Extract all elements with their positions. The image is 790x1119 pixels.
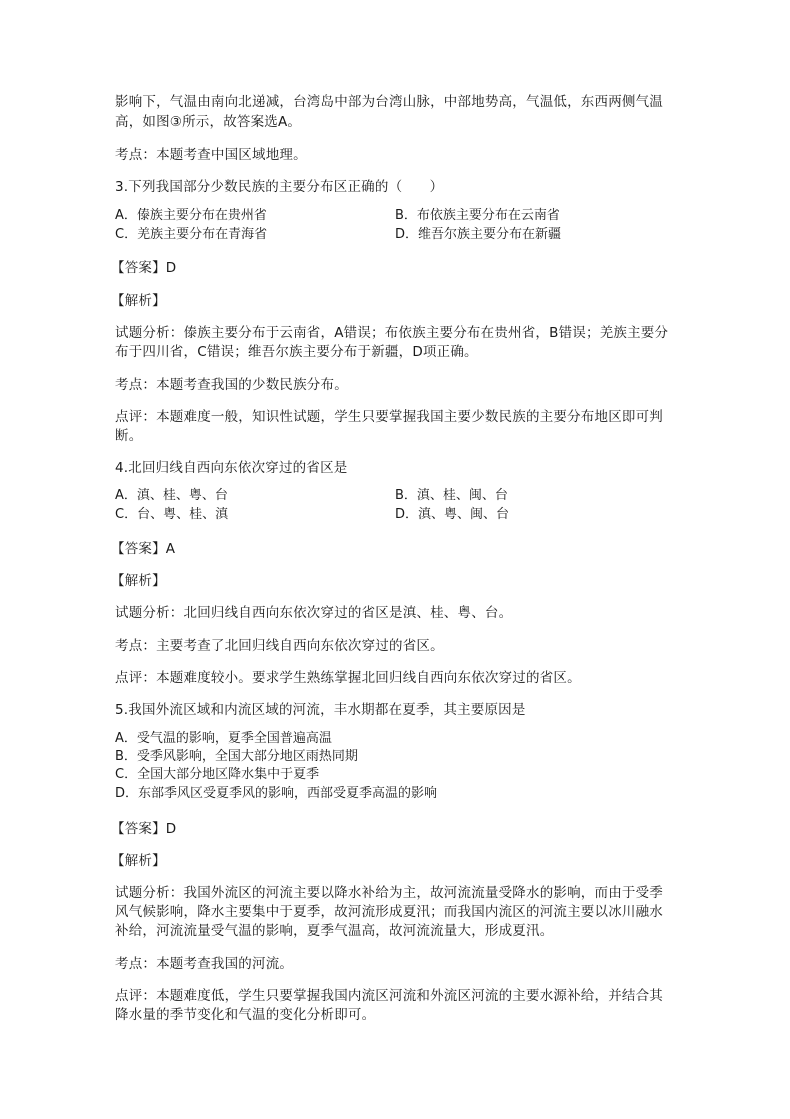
q5-question: 5.我国外流区域和内流区域的河流，丰水期都在夏季，其主要原因是 <box>115 702 526 718</box>
q4-analysis: 试题分析：北回归线自西向东依次穿过的省区是滇、桂、粤、台。 <box>115 605 513 621</box>
intro-kaodian: 考点：本题考查中国区域地理。 <box>115 147 307 163</box>
q3-dianping-line-1: 点评：本题难度一般，知识性试题，学生只要掌握我国主要少数民族的主要分布地区即可判 <box>115 409 663 425</box>
q5-analysis-line-3: 补给，河流流量受气温的影响，夏季气温高，故河流流量大，形成夏汛。 <box>115 923 554 939</box>
q3-option-d: D．维吾尔族主要分布在新疆 <box>395 227 562 242</box>
q5-option-c: C．全国大部分地区降水集中于夏季 <box>115 767 320 782</box>
q5-analysis-line-1: 试题分析：我国外流区的河流主要以降水补给为主，故河流流量受降水的影响，而由于受季 <box>115 885 663 901</box>
q3-answer: 【答案】D <box>111 260 177 276</box>
q5-option-b: B．受季风影响，全国大部分地区雨热同期 <box>115 749 358 764</box>
q5-answer: 【答案】D <box>111 821 177 837</box>
q4-analysis-label: 【解析】 <box>111 573 166 589</box>
q5-dianping-line-1: 点评：本题难度低，学生只要掌握我国内流区河流和外流区河流的主要水源补给，并结合其 <box>115 988 663 1004</box>
q4-option-d: D．滇、粤、闽、台 <box>395 507 510 522</box>
q4-dianping: 点评：本题难度较小。要求学生熟练掌握北回归线自西向东依次穿过的省区。 <box>115 670 581 686</box>
q4-question: 4.北回归线自西向东依次穿过的省区是 <box>115 460 348 476</box>
q3-option-b: B．布依族主要分布在云南省 <box>395 208 560 223</box>
q4-answer: 【答案】A <box>111 541 176 557</box>
q5-dianping-line-2: 降水量的季节变化和气温的变化分析即可。 <box>115 1007 376 1023</box>
q3-question: 3.下列我国部分少数民族的主要分布区正确的（ ） <box>115 179 444 195</box>
q4-kaodian: 考点：主要考查了北回归线自西向东依次穿过的省区。 <box>115 638 444 654</box>
intro-line-1: 影响下，气温由南向北递减，台湾岛中部为台湾山脉，中部地势高，气温低，东西两侧气温 <box>115 94 663 110</box>
q5-kaodian: 考点：本题考查我国的河流。 <box>115 956 294 972</box>
q5-option-a: A．受气温的影响，夏季全国普遍高温 <box>115 731 332 746</box>
q3-dianping-line-2: 断。 <box>115 428 143 444</box>
q4-option-c: C．台、粤、桂、滇 <box>115 507 229 522</box>
q3-option-c: C．羌族主要分布在青海省 <box>115 227 268 242</box>
intro-line-2: 高，如图③所示，故答案选A。 <box>115 114 302 130</box>
q3-analysis-line-2: 布于四川省，C错误；维吾尔族主要分布于新疆，D项正确。 <box>115 344 478 360</box>
q4-option-b: B．滇、桂、闽、台 <box>395 488 508 503</box>
q3-kaodian: 考点：本题考查我国的少数民族分布。 <box>115 377 348 393</box>
q4-option-a: A．滇、桂、粤、台 <box>115 488 228 503</box>
q3-option-a: A．傣族主要分布在贵州省 <box>115 208 267 223</box>
q5-analysis-line-2: 风气候影响，降水主要集中于夏季，故河流形成夏汛；而我国内流区的河流主要以冰川融水 <box>115 904 663 920</box>
q3-analysis-label: 【解析】 <box>111 293 166 309</box>
q3-analysis-line-1: 试题分析：傣族主要分布于云南省，A错误；布依族主要分布在贵州省，B错误；羌族主要分 <box>115 325 669 341</box>
q5-analysis-label: 【解析】 <box>111 853 166 869</box>
q5-option-d: D．东部季风区受夏季风的影响，西部受夏季高温的影响 <box>115 786 438 801</box>
